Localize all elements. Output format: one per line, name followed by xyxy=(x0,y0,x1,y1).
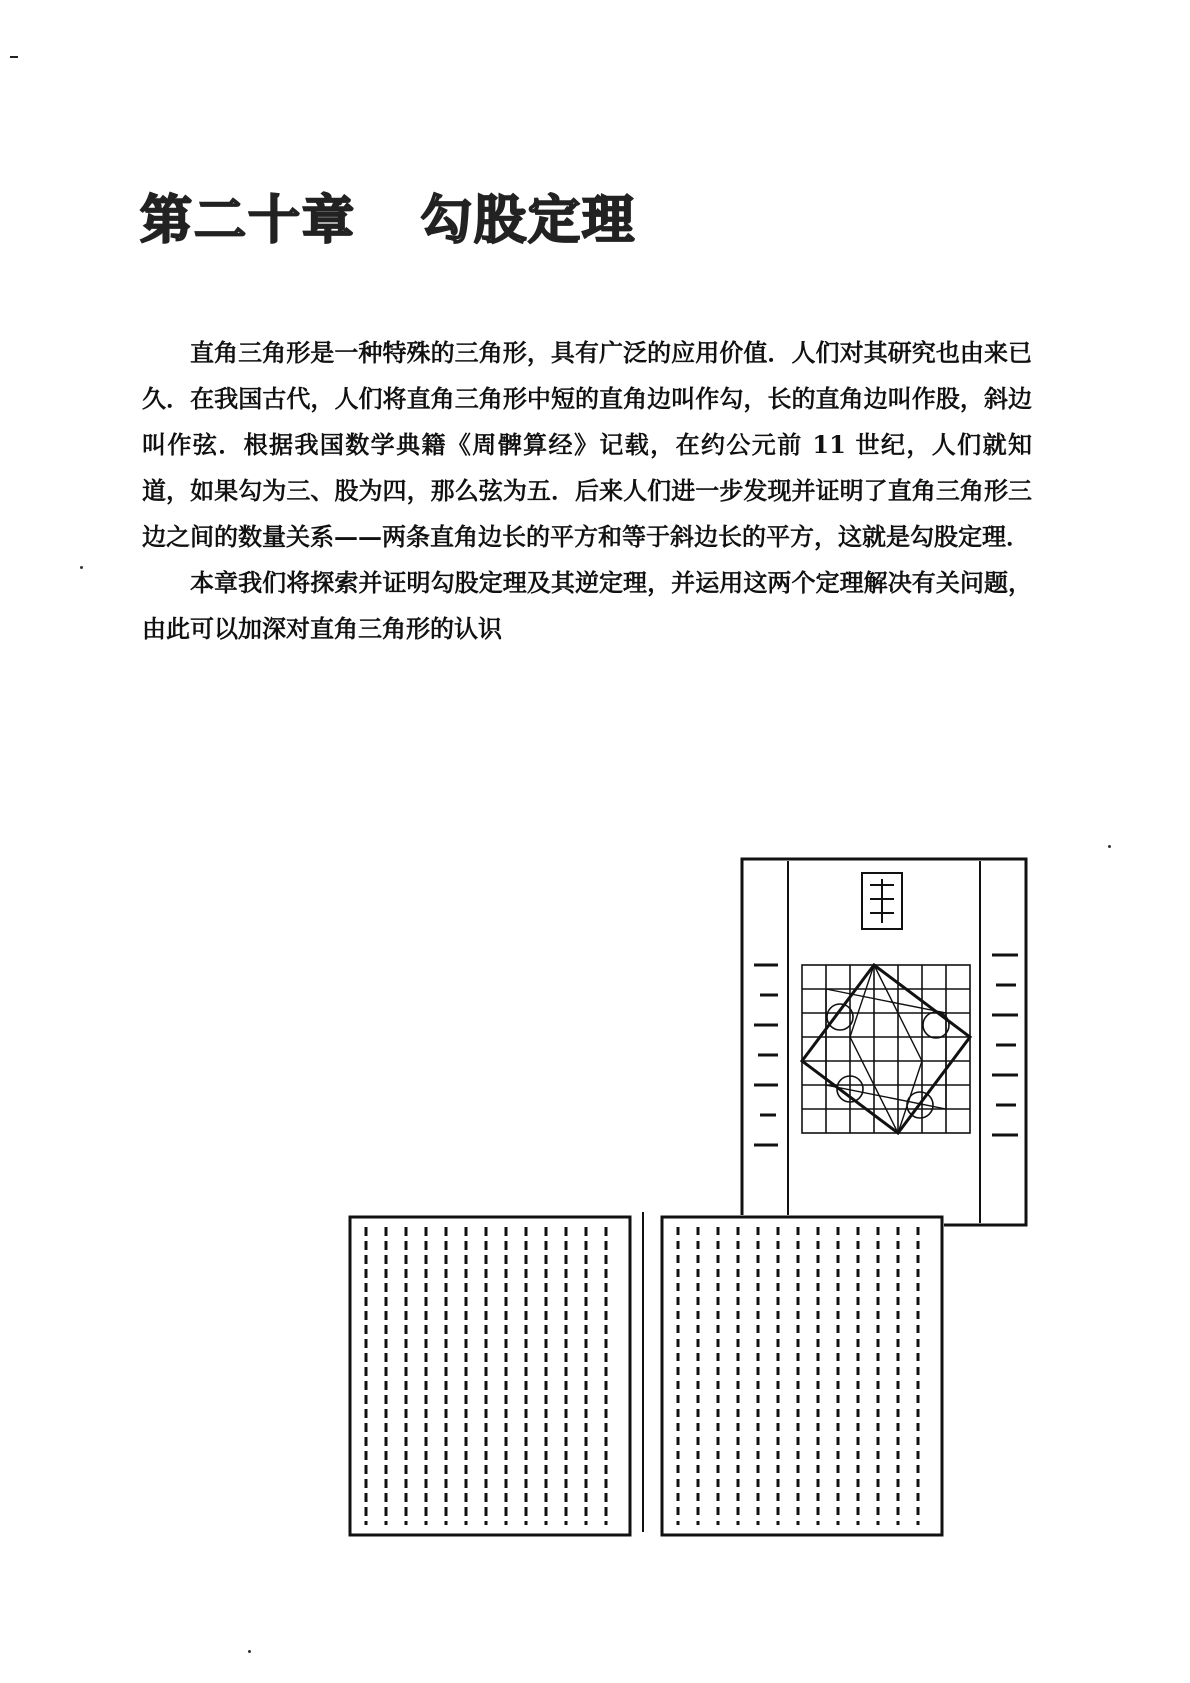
page-divider xyxy=(642,1212,644,1532)
speck xyxy=(80,566,83,569)
intro-paragraph-1: 直角三角形是一种特殊的三角形，具有广泛的应用价值．人们对其研究也由来已久．在我国古代，人们将直角三角形中短的直角边叫作勾，长的直角边叫作股，斜边叫作弦．根据我国数学典籍《周髀算经》记载，在约公元前 11 世纪，人们就知道，如果勾为三、股为四，那么弦为五．后来人们进一步发现并证明了直角三角形三边之间的数量关系——两条直角边长的平方和等于斜边长的平方，这就是勾股定理． xyxy=(142,338,1032,551)
corner-mark xyxy=(10,56,18,58)
speck xyxy=(248,1650,251,1653)
chapter-intro xyxy=(142,330,1032,652)
chapter-title xyxy=(140,178,636,253)
ancient-text-page-left-illustration xyxy=(348,1215,632,1537)
xian-tu-diagram-illustration xyxy=(740,855,1030,1230)
intro-paragraph-2: 本章我们将探索并证明勾股定理及其逆定理，并运用这两个定理解决有关问题，由此可以加深对直角三角形的认识 xyxy=(142,568,1032,643)
chapter-number: 第二十章 xyxy=(140,191,357,251)
chapter-name: 勾股定理 xyxy=(420,191,637,251)
speck xyxy=(1108,845,1111,848)
ancient-text-page-right-illustration xyxy=(660,1215,944,1537)
